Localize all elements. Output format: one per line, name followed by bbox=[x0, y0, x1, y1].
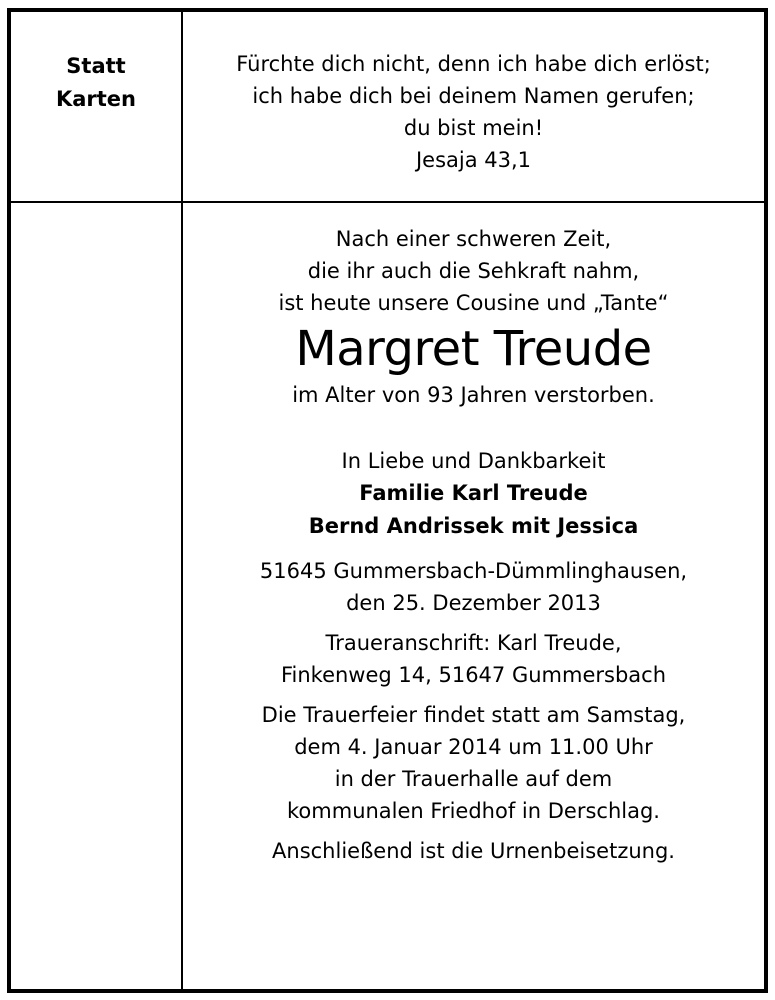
service-line-1: Die Trauerfeier findet statt am Samstag, bbox=[261, 703, 686, 727]
love-line: In Liebe und Dankbarkeit bbox=[341, 449, 606, 473]
burial-line: Anschließend ist die Urnenbeisetzung. bbox=[272, 839, 675, 863]
deceased-name: Margret Treude bbox=[295, 321, 652, 377]
address-line-1: Traueranschrift: Karl Treude, bbox=[325, 631, 622, 655]
verse-reference: Jesaja 43,1 bbox=[415, 148, 532, 172]
service-line-2: dem 4. Januar 2014 um 11.00 Uhr bbox=[294, 735, 653, 759]
intro-line-1: Nach einer schweren Zeit, bbox=[335, 227, 612, 251]
age-line: im Alter von 93 Jahren verstorben. bbox=[292, 383, 655, 407]
service-line-4: kommunalen Friedhof in Derschlag. bbox=[287, 799, 660, 823]
family-line-2: Bernd Andrissek mit Jessica bbox=[308, 514, 639, 538]
service-line-3: in der Trauerhalle auf dem bbox=[334, 767, 613, 791]
karten-label: Karten bbox=[55, 87, 137, 111]
statt-label: Statt bbox=[66, 54, 126, 78]
family-line-1: Familie Karl Treude bbox=[359, 481, 588, 505]
verse-line-3: du bist mein! bbox=[403, 116, 544, 140]
intro-line-3: ist heute unsere Cousine und „Tante“ bbox=[278, 291, 669, 315]
horizontal-divider bbox=[11, 201, 764, 203]
place-line-2: den 25. Dezember 2013 bbox=[346, 591, 601, 615]
place-line-1: 51645 Gummersbach-Dümmlinghausen, bbox=[259, 559, 688, 583]
obituary-text bbox=[183, 223, 764, 867]
statt-karten-box bbox=[11, 50, 181, 116]
verse-line-1: Fürchte dich nicht, denn ich habe dich erlöst; bbox=[236, 52, 711, 76]
address-line-2: Finkenweg 14, 51647 Gummersbach bbox=[280, 663, 667, 687]
verse-line-2: ich habe dich bei deinem Namen gerufen; bbox=[252, 84, 695, 108]
intro-line-2: die ihr auch die Sehkraft nahm, bbox=[307, 259, 640, 283]
obituary-frame bbox=[7, 8, 768, 993]
bible-verse bbox=[183, 48, 764, 176]
